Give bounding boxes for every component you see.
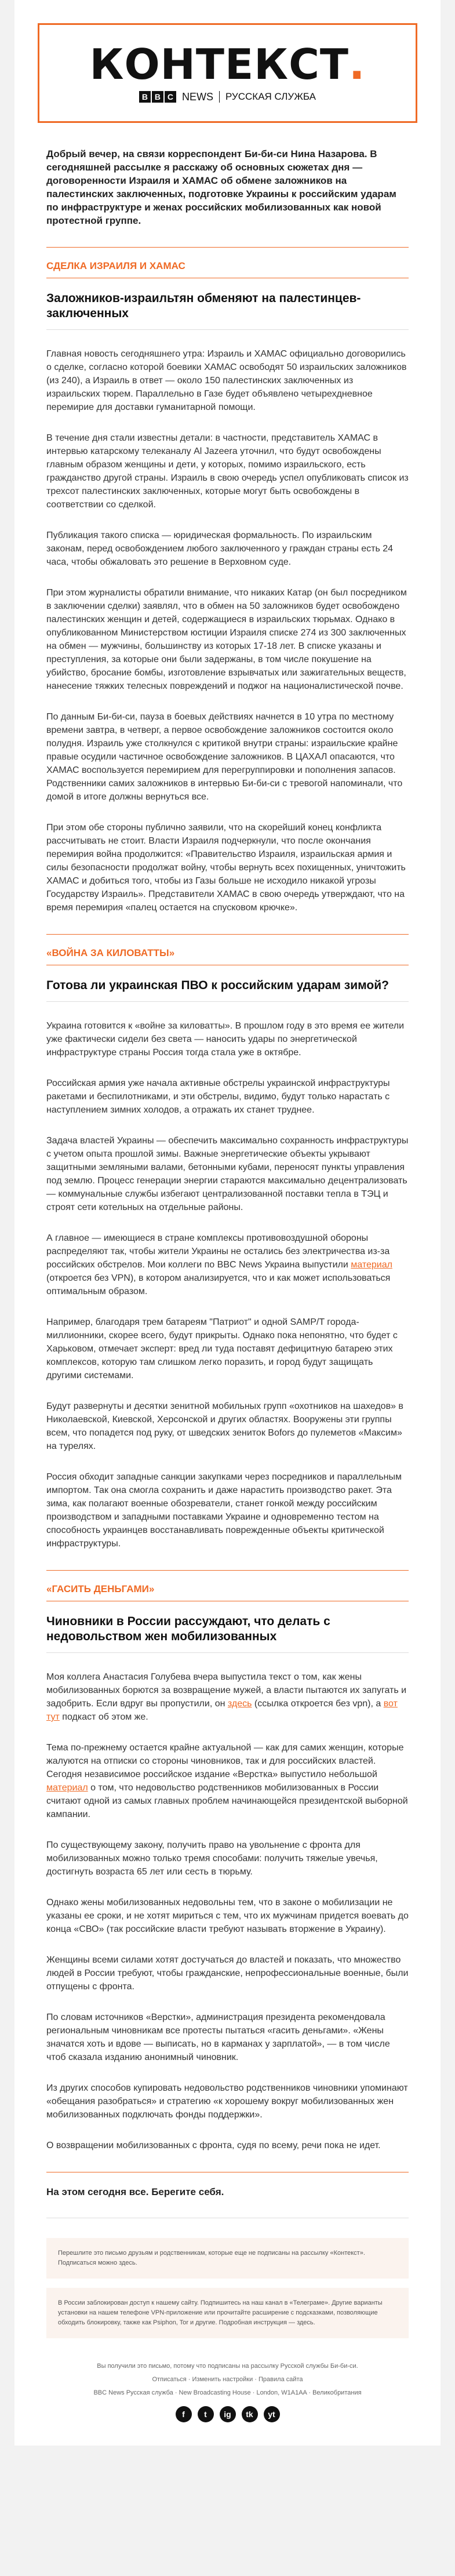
social-links	[46, 2406, 409, 2422]
service-label: РУССКАЯ СЛУЖБА	[225, 91, 316, 102]
paragraph: При этом журналисты обратили внимание, что никаких Катар (он был посредником в заключении сделки) заявлял, что в обмен на 50 заложников будет освобождено палестинских женщин и детей, содержащиеся в израильских тюрьмах. Однако в опубликованном Министерством юстиции Израиля списке 274 из 300 заключенных на обмен — мужчины, большинству из которых 17-18 лет. В списке указаны и преступления, за которые они были задержаны, в том числе покушение на убийство, бросание бомбы, изготовление взрывчатых или зажигательных веществ, нанесение тяжких телесных повреждений и поджог на националистической почве.	[46, 588, 407, 691]
logo-dot: .	[349, 39, 366, 89]
story-title: Готова ли украинская ПВО к российским ударам зимой?	[46, 979, 389, 992]
bbc-letter: B	[139, 91, 151, 103]
bbc-brand	[139, 91, 316, 103]
section-label: «ГАСИТЬ ДЕНЬГАМИ»	[46, 1583, 155, 1594]
paragraph: Например, благодаря трем батареям "Патриот" и одной SAMP/T города-миллионники, скорее всего, будут прикрыты. Однако пока непонятно, что будет с Харьковом, отмечает эксперт: вред ли туда поставят дефицитную батарею этих комплексов, которую там слишком легко поразить, и город будут защищать другими системами.	[46, 1317, 398, 1380]
bbc-logo-icon	[139, 91, 176, 103]
paragraph: О возвращении мобилизованных с фронта, судя по всему, речи пока не идет.	[46, 2141, 381, 2150]
paragraph: Из других способов купировать недовольство родственников чиновники упоминают «обещания разобраться» и стратегию «к хорошему вокруг мобилизованных жен мобилизованных подключать фонды поддержки».	[46, 2083, 408, 2120]
closing-text: На этом сегодня все. Берегите себя.	[46, 2186, 224, 2197]
inline-link[interactable]: материал	[46, 1783, 88, 1793]
divider	[46, 934, 409, 935]
youtube-icon[interactable]: yt	[264, 2406, 280, 2422]
story-title: Заложников-израильтян обменяют на палестинцев-заключенных	[46, 292, 361, 320]
paragraph: По существующему закону, получить право на увольнение с фронта для мобилизованных можно только тремя способами: получить тяжелые увечья, достигнуть возраста 65 лет или сесть в тюрьму.	[46, 1840, 378, 1877]
facebook-icon[interactable]: f	[176, 2406, 192, 2422]
bbc-letter: C	[165, 91, 176, 103]
paragraph: Женщины всеми силами хотят достучаться до властей и показать, что множество людей в России требуют, чтобы гражданские, непрофессиональные военные, были отпущены с фронта.	[46, 1955, 409, 1992]
twitter-icon[interactable]: t	[198, 2406, 214, 2422]
divider	[46, 329, 409, 330]
paragraph: Россия обходит западные санкции закупками через посредников и параллельным импортом. Так она смогла сохранить и даже нарастить производство ракет. Эта зима, как полагают военные обозреватели, станет гонкой между российским производством и западными поставками Украине и одновременно тестом на способность украинцев восстанавливать поврежденные объекты критической инфраструктуры.	[46, 1472, 402, 1549]
instagram-icon[interactable]: ig	[220, 2406, 236, 2422]
divider	[219, 91, 220, 103]
sections	[46, 247, 409, 2152]
paragraph: Будут развернуты и десятки зенитной мобильных групп «охотников на шахедов» в Николаевской, Киевской, Херсонской и других областях. Вооружены эти группы всем, что попадется под руку, от шведских зениток Bofors до пулеметов «Максим» на турелях.	[46, 1401, 403, 1451]
forward-note: Перешлите это письмо друзьям и родственникам, которые еще не подписаны на рассылку «Контекст». Подписаться можно здесь.	[46, 2238, 409, 2279]
tiktok-icon[interactable]: tk	[242, 2406, 258, 2422]
logo-text: КОНТЕКСТ	[89, 39, 350, 89]
footer-links[interactable]: Отписаться · Изменить настройки · Правила сайта	[152, 2376, 303, 2383]
paragraph: Однако жены мобилизованных недовольны тем, что в законе о мобилизации не указаны ее сроки, и не хотят мириться с тем, что их мужчинам придется воевать до конца «СВО» (так российские власти требуют называть вторжение в Украину).	[46, 1898, 409, 1934]
paragraph: Тема по-прежнему остается крайне актуальной — как для самих женщин, которые жалуются на отписки со стороны чиновников, так и для российских властей. Сегодня независимое российское издание «Верстка» выпустило небольшой материал о том, что недовольство родственников мобилизованных в России считают одной из самых главных проблем начинающейся президентской выборной кампании.	[46, 1743, 408, 1819]
inline-link[interactable]: вот тут	[46, 1699, 398, 1722]
masthead	[38, 23, 417, 123]
paragraph: По словам источников «Верстки», администрация президента рекомендовала региональным чиновникам все протесты пытаться «гасить деньгами». «Жены значатся хоть и вдове — выписать, но в карманах у зарплатой», — в том числе чтоб сказала изданию анонимный чиновник.	[46, 2012, 390, 2062]
paragraph: Публикация такого списка — юридическая формальность. По израильским законам, перед освобождением любого заключенного у граждан страны есть 24 часа, чтобы обжаловать это решение в Верховном суде.	[46, 531, 394, 567]
section-label: «ВОЙНА ЗА КИЛОВАТТЫ»	[46, 947, 175, 958]
paragraph: В течение дня стали известны детали: в частности, представитель ХАМАС в интервью катарскому телеканалу Al Jazeera уточнил, что будут освобождены главным образом женщины и дети, у которых, помимо израильского, есть гражданство другой страны. Израиль в свою очередь успел опубликовать список из трехсот палестинских заключенных, которые могут быть освобождены в соответствии со сделкой.	[46, 433, 409, 510]
divider	[46, 247, 409, 248]
section-label: СДЕЛКА ИЗРАИЛЯ И ХАМАС	[46, 260, 185, 271]
paragraph: А главное — имеющиеся в стране комплексы противовоздушной обороны распределяют так, чтобы жители Украины не остались без электричества из-за российских обстрелов. Мои коллеги по BBC News Украина выпустили материал (откроется без VPN), в котором анализируется, что и как может использоваться оптимальным образом.	[46, 1233, 392, 1296]
inline-link[interactable]: здесь	[227, 1699, 252, 1709]
footer-address: BBC News Русская служба · New Broadcasting House · London, W1A1AA · Великобритания	[93, 2389, 362, 2396]
paragraph: Задача властей Украины — обеспечить максимально сохранность инфраструктуры с учетом опыта прошлой зимы. Важные энергетические объекты укрывают защитными земляными валами, бетонными кубами, переносят пункты управления под землю. Процесс генерации энергии стараются максимально децентрализовать — коммунальные службы избегают централизованной поставки тепла в ТЭЦ и строят сети котельных на отдельные районы.	[46, 1136, 409, 1212]
paragraph: По данным Би-би-си, пауза в боевых действиях начнется в 10 утра по местному времени завтра, в четверг, а первое освобождение заложников состоится около полудня. Израиль уже столкнулся с критикой внутри страны: израильские крайне правые осудили частичное освобождение заложников. В ЦАХАЛ опасаются, что ХАМАС воспользуется перемирием для перегруппировки и пополнения запасов. Родственники самих заложников в интервью Би-би-си с тревогой напоминали, что домой в итоге должны вернуться все.	[46, 712, 403, 802]
divider	[46, 1570, 409, 1571]
inline-link[interactable]: материал	[351, 1260, 392, 1270]
vpn-note: В России заблокирован доступ к нашему сайту. Подпишитесь на наш канал в «Телеграме». Другие варианты установки на нашем телефоне VPN-приложение или прочитайте расширение с подсказками, позволяющие обходить блокировку, также как Psiphon, Tor и другие. Подробная инструкция — здесь.	[46, 2288, 409, 2338]
newsletter	[14, 0, 441, 2446]
paragraph: Российская армия уже начала активные обстрелы украинской инфраструктуры ракетами и беспилотниками, и эти обстрелы, видимо, будут только нарастать с наступлением зимних холодов, а отражать их станет труднее.	[46, 1078, 390, 1115]
footer	[46, 2338, 409, 2422]
divider	[46, 1001, 409, 1002]
kontekst-logo	[89, 39, 366, 89]
bbc-news-label: NEWS	[181, 90, 213, 103]
paragraph: При этом обе стороны публично заявили, что на скорейший конец конфликта рассчитывать не стоит. Власти Израиля подчеркнули, что после окончания перемирия война продолжится: «Правительство Израиля, израильская армия и силы безопасности продолжат войну, чтобы вернуть всех похищенных, уничтожить ХАМАС и добиться того, чтобы из Газы больше не исходило никакой угрозы Государству Израиль». Представители ХАМАС в свою очередь утверждают, что на время перемирия «палец остается на спусковом крючке».	[46, 823, 406, 913]
divider	[46, 1652, 409, 1653]
story-title: Чиновники в России рассуждают, что делать с недовольством жен мобилизованных	[46, 1615, 330, 1643]
bbc-letter: B	[152, 91, 163, 103]
paragraph: Главная новость сегодняшнего утра: Израиль и ХАМАС официально договорились о сделке, согласно которой боевики ХАМАС освободят 50 израильских заложников (из 240), а Израиль в ответ — около 150 палестинских заключенных из израильских тюрем. Параллельно в Газе будет объявлено четырехдневное перемирие для доставки гуманитарной помощи.	[46, 349, 407, 412]
paragraph: Украина готовится к «войне за киловатты». В прошлом году в это время ее жители уже фактически сидели без света — наносить удары по энергетической инфраструктуре страны Россия тогда стала уже в октябре.	[46, 1021, 405, 1058]
footer-subscription-text: Вы получили это письмо, потому что подписаны на рассылку Русской службы Би-би-си.	[97, 2363, 358, 2370]
content	[14, 147, 441, 2446]
paragraph: Моя коллега Анастасия Голубева вчера выпустила текст о том, как жены мобилизованных борются за возвращение мужей, а власти пытаются их запугать и задобрить. Если вдруг вы пропустили, он здесь (ссылка откроется без vpn), а вот тут подкаст об этом же.	[46, 1672, 407, 1722]
intro-text: Добрый вечер, на связи корреспондент Би-би-си Нина Назарова. В сегодняшней рассылке я расскажу об основных сюжетах дня — договоренности Израиля и ХАМАС об обмене заложников на палестинских заключенных, подготовке Украины к российским ударам по инфраструктуре и женах российских мобилизованных как новой протестной группе.	[46, 148, 396, 226]
